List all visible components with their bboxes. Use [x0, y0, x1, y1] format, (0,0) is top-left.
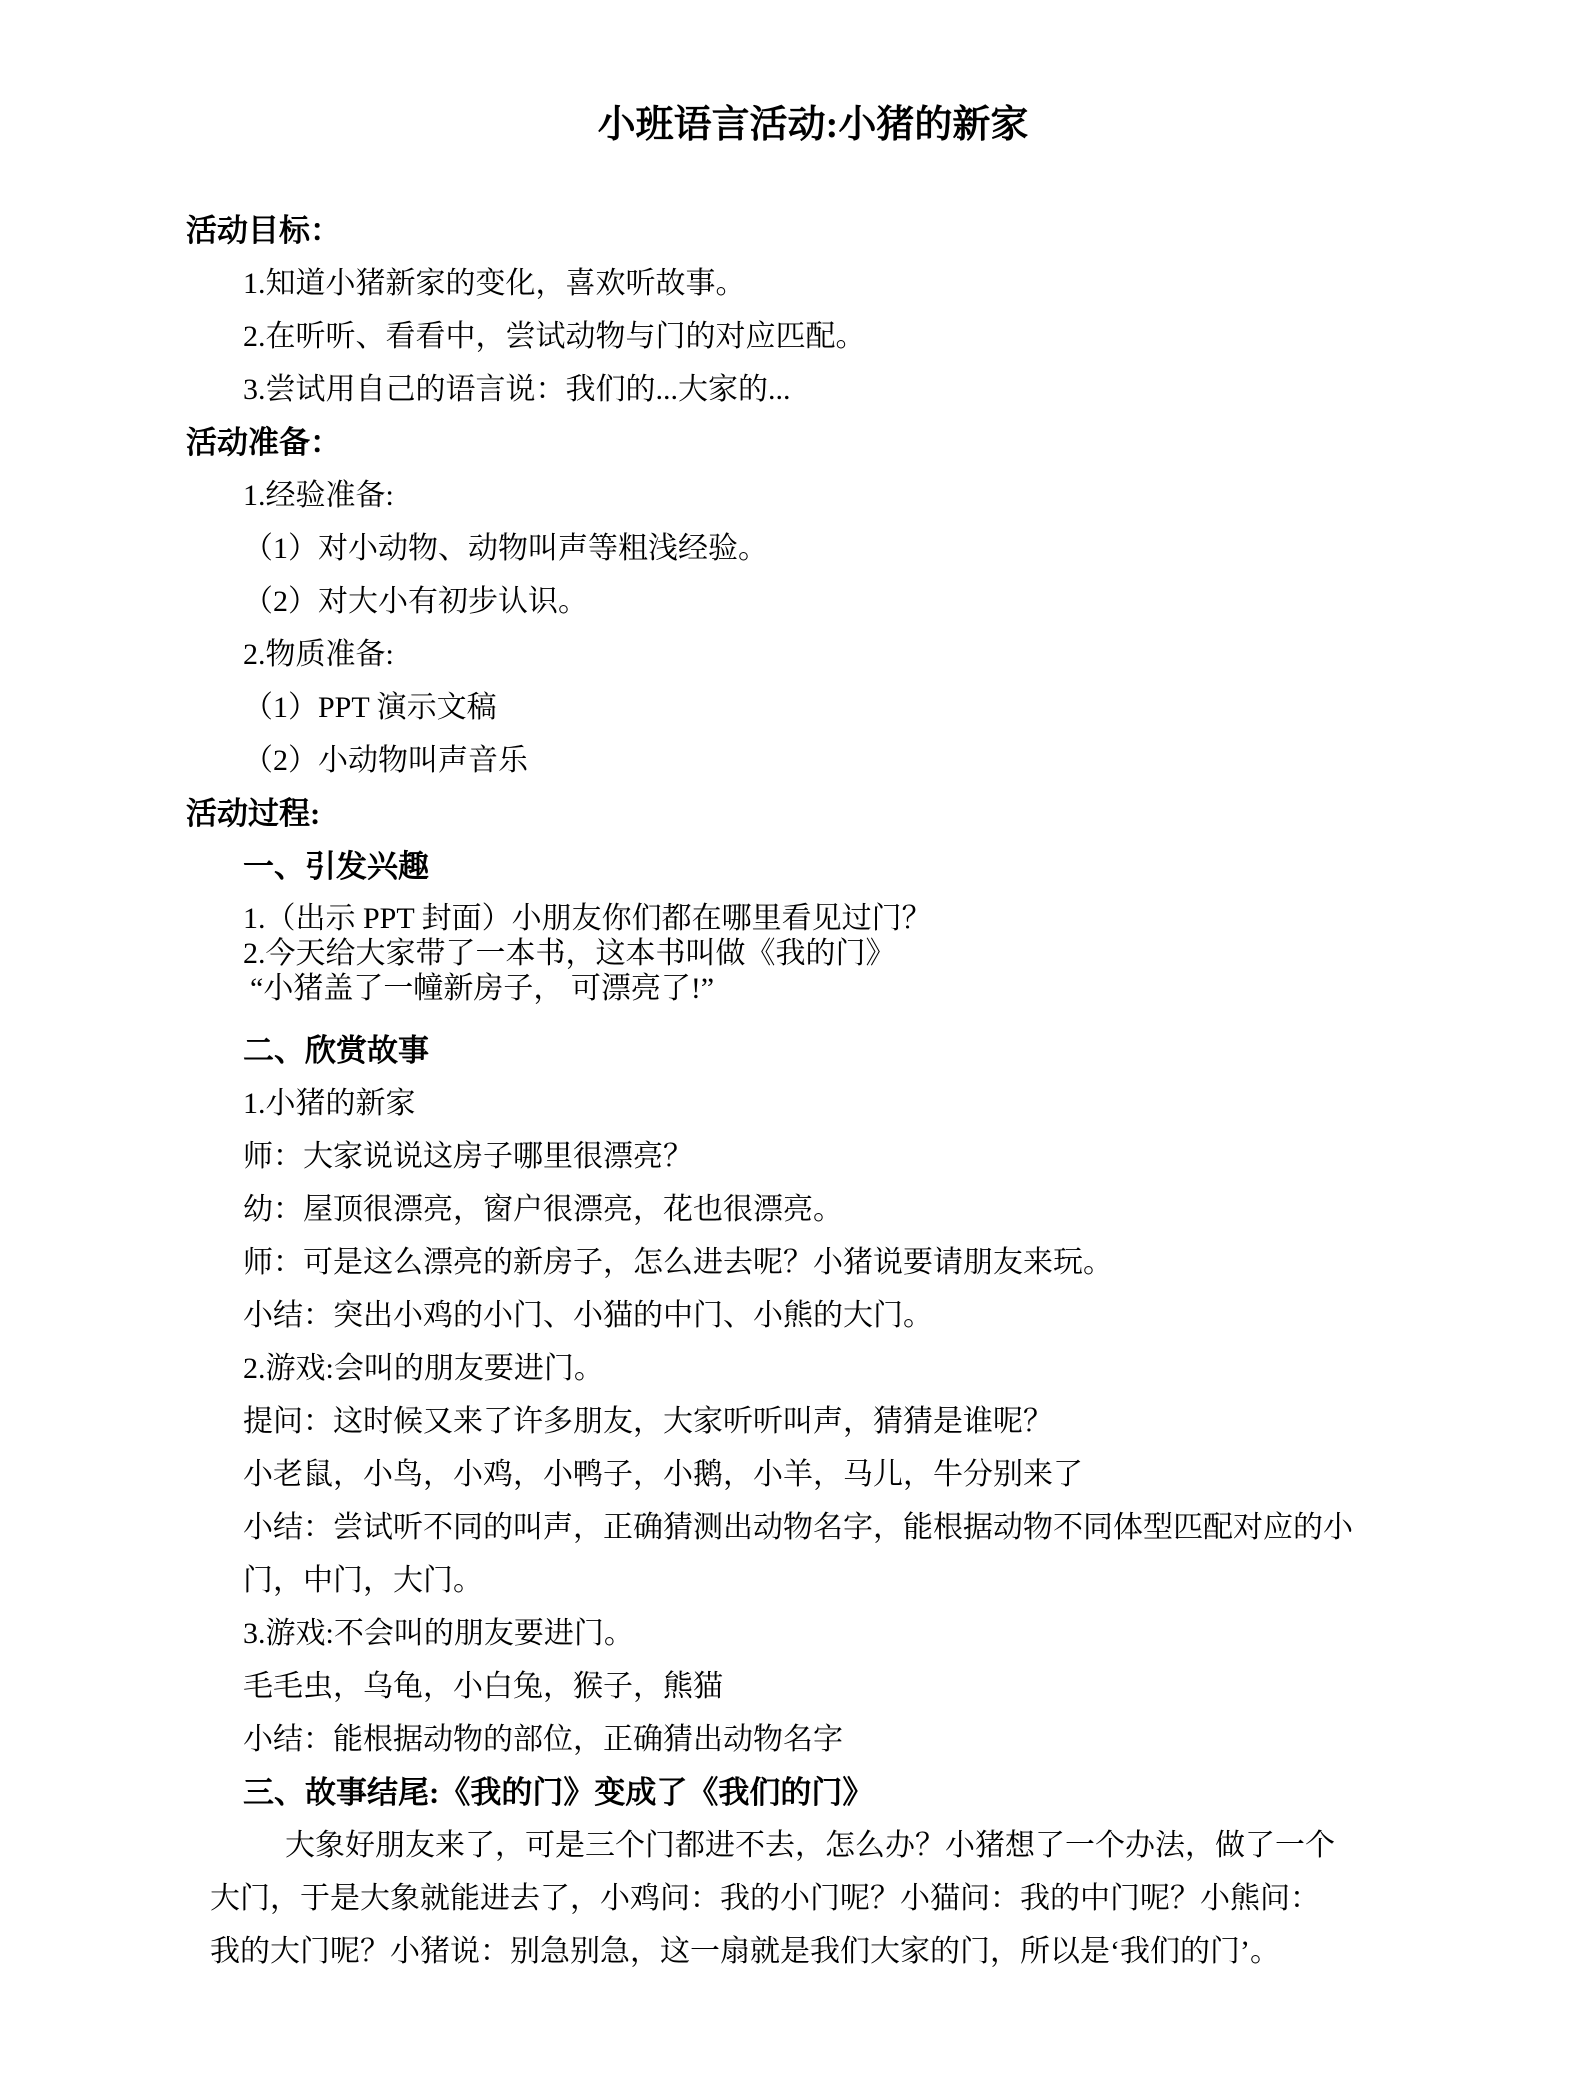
doc-paragraph-line: 大门，于是大象就能进去了，小鸡问：我的小门呢？小猫问：我的中门呢？小熊问： [210, 1882, 1320, 1915]
doc-line: 1.（出示 PPT 封面）小朋友你们都在哪里看见过门？ [243, 902, 932, 935]
doc-line: 门，中门，大门。 [243, 1564, 483, 1597]
doc-line: 2.游戏:会叫的朋友要进门。 [243, 1352, 604, 1385]
doc-line: 1.小猪的新家 [243, 1087, 416, 1120]
doc-line: 小老鼠，小鸟，小鸡，小鸭子，小鹅，小羊，马儿，牛分别来了 [243, 1458, 1083, 1491]
doc-line: （1）对小动物、动物叫声等粗浅经验。 [243, 532, 768, 565]
doc-line: （2）小动物叫声音乐 [243, 744, 528, 777]
subsection-heading-2: 二、欣赏故事 [243, 1033, 429, 1068]
doc-line: 师：大家说说这房子哪里很漂亮？ [243, 1140, 693, 1173]
doc-line: 毛毛虫，乌龟，小白兔，猴子，熊猫 [243, 1670, 723, 1703]
subsection-heading-1: 一、引发兴趣 [243, 849, 429, 884]
doc-paragraph-line: 我的大门呢？小猪说：别急别急，这一扇就是我们大家的门，所以是‘我们的门’。 [210, 1935, 1280, 1968]
doc-line: 1.经验准备: [243, 479, 394, 512]
section-heading-goals: 活动目标： [186, 213, 341, 248]
section-heading-preparation: 活动准备： [186, 425, 341, 460]
document-title: 小班语言活动:小猪的新家 [597, 104, 1029, 146]
doc-line: 2.今天给大家带了一本书，这本书叫做《我的门》 [243, 937, 896, 970]
section-heading-process: 活动过程: [186, 796, 321, 831]
subsection-heading-3: 三、故事结尾:《我的门》变成了《我们的门》 [243, 1775, 874, 1810]
doc-line: （2）对大小有初步认识。 [243, 585, 588, 618]
doc-line: 3.尝试用自己的语言说：我们的...大家的... [243, 373, 791, 406]
doc-line: 小结：突出小鸡的小门、小猫的中门、小熊的大门。 [243, 1299, 933, 1332]
doc-line: 提问：这时候又来了许多朋友，大家听听叫声，猜猜是谁呢？ [243, 1405, 1053, 1438]
doc-line: 小结：尝试听不同的叫声，正确猜测出动物名字，能根据动物不同体型匹配对应的小 [243, 1511, 1353, 1544]
doc-line: 2.物质准备: [243, 638, 394, 671]
doc-paragraph-line: 大象好朋友来了，可是三个门都进不去，怎么办？小猪想了一个办法，做了一个 [285, 1829, 1335, 1862]
doc-line: 小结：能根据动物的部位，正确猜出动物名字 [243, 1723, 843, 1756]
doc-line: 师：可是这么漂亮的新房子，怎么进去呢？小猪说要请朋友来玩。 [243, 1246, 1113, 1279]
doc-quote-line: “小猪盖了一幢新房子， 可漂亮了!” [250, 972, 715, 1005]
doc-line: 2.在听听、看看中，尝试动物与门的对应匹配。 [243, 320, 866, 353]
doc-line: （1）PPT 演示文稿 [243, 691, 497, 724]
doc-line: 3.游戏:不会叫的朋友要进门。 [243, 1617, 634, 1650]
doc-line: 幼：屋顶很漂亮，窗户很漂亮，花也很漂亮。 [243, 1193, 843, 1226]
doc-line: 1.知道小猪新家的变化，喜欢听故事。 [243, 267, 746, 300]
